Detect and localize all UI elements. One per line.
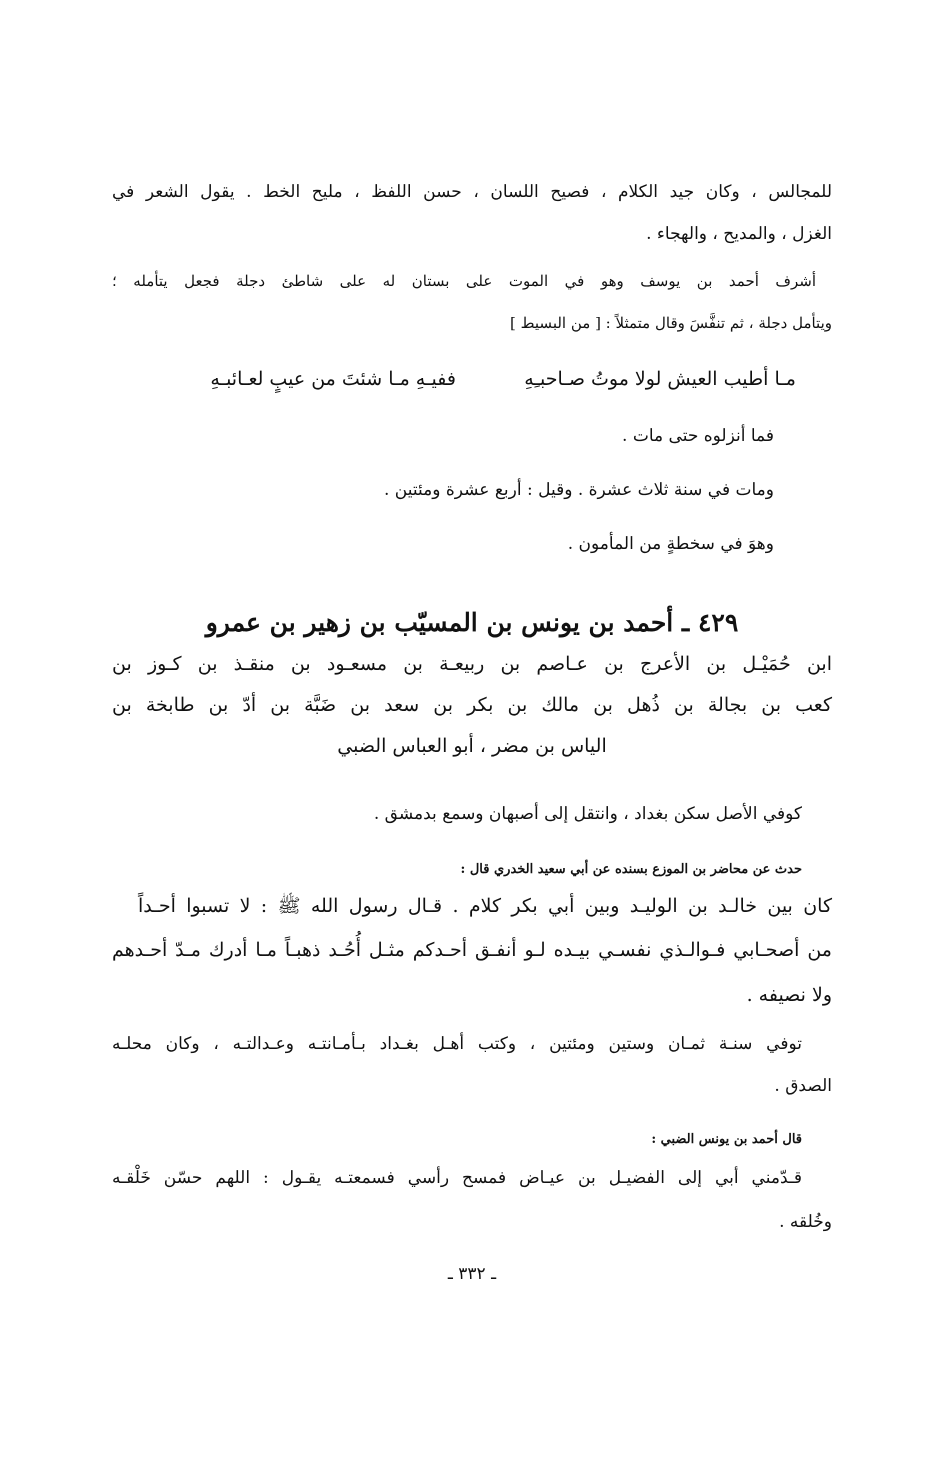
text-line: كوفي الأصل سكن بغداد ، وانتقل إلى أصبهان وسمع بدمشق . (373, 804, 802, 824)
isnad-line: حدث عن محاضر بن الموزع بسنده عن أبي سعيد الخدري قال : (460, 862, 802, 877)
text-line: ويتأمل دجلة ، ثم تنفَّسَ وقال متمثلاً : [ من البسيط ] (510, 314, 832, 332)
hadith-line: كان بين خالـد بن الوليـد وبين أبي بكر كلام . قـال رسول الله ﷺ : لا تسبوا أحـداً (138, 895, 832, 917)
text-line: الغزل ، والمديح ، والهجاء . (646, 224, 832, 244)
hadith-line: ولا نصيفه . (746, 984, 832, 1006)
lineage-line: كعب بن بجالة بن ذُهل بن مالك بن بكر بن سعد بن ضَبَّة بن أدّ بن طابخة بن (112, 694, 832, 716)
verse-first-hemistich: مـا أطيب العيش لولا موتُ صـاحبـِهِ (524, 368, 796, 390)
text-line: ومات في سنة ثلاث عشرة . وقيل : أربع عشرة ومئتين . (383, 480, 774, 500)
lineage-line: الياس بن مضر ، أبو العباس الضبي (337, 735, 607, 757)
text-line: أشرف أحمد بن يوسف وهو في الموت على بستان له على شاطئ دجلة فجعل يتأمله ؛ (112, 272, 816, 290)
text-line: وخُلقه . (779, 1212, 832, 1232)
text-line: للمجالس ، وكان جيد الكلام ، فصيح اللسان ، حسن اللفظ ، مليح الخط . يقول الشعر في (112, 182, 832, 202)
verse-second-hemistich: ففيـهِ مـا شئتَ من عيبٍ لعـائبـهِ (210, 368, 456, 390)
text-line: توفي سنـة ثمـان وستين ومئتين ، وكتب أهـل بغـداد بـأمـانتـه وعـدالتـه ، وكان محلـه (112, 1034, 802, 1054)
quote-intro: قال أحمد بن يونس الضبي : (651, 1132, 802, 1147)
hadith-line: من أصحـابي فـوالـذي نفسـي بيـده لـو أنفـق أحـدكم مثـل أُحُـد ذهبـاً مـا أدرك مـدّ أحـدهم (112, 939, 832, 961)
entry-heading: ٤٢٩ ـ أحمد بن يونس بن المسيّب بن زهير بن عمرو (205, 608, 739, 637)
text-line: الصدق . (774, 1076, 832, 1096)
text-line: فما أنزلوه حتى مات . (622, 426, 774, 446)
lineage-line: ابن حُمَيْـل بن الأعرج بن عـاصم بن ربيعـة بن مسعـود بن منقـذ بن كـوز بن (112, 653, 832, 675)
text-line: قـدّمني أبي إلى الفضيـل بن عيـاض فمسح رأسي فسمعتـه يقـول : اللهم حسّن خَلْقـه (112, 1168, 802, 1188)
page-number: ـ ٣٣٢ ـ (447, 1264, 497, 1284)
text-line: وهوَ في سخطةٍ من المأمون . (567, 534, 774, 554)
